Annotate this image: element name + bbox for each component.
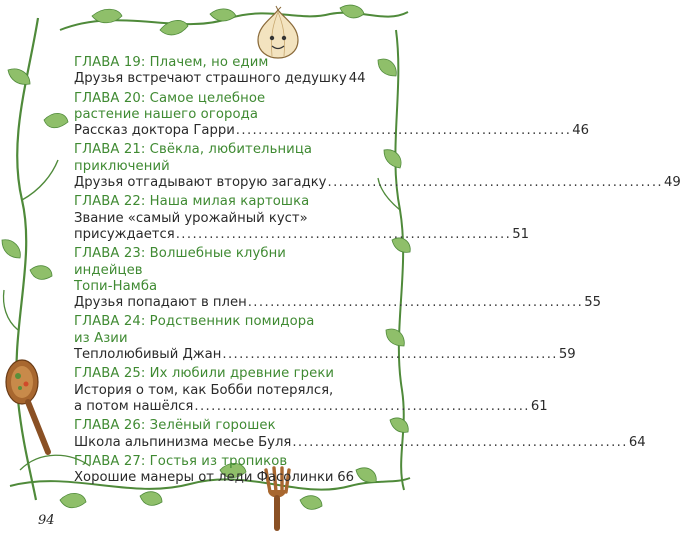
chapter-description: Школа альпинизма месье Буля [74,434,292,450]
toc-entry[interactable] [74,194,529,243]
chapter-title: Топи-Намба [74,278,158,294]
chapter-description: Друзья отгадывают вторую загадку [74,175,327,191]
dot-leader: ............................................................ [222,347,558,363]
chapter-title: ГЛАВА 24: Родственник помидора [74,314,315,330]
dot-leader: ............................................................ [175,226,512,242]
toc-line [74,226,529,243]
page-ref: 46 [572,123,590,139]
toc-entry[interactable] [74,142,681,191]
chapter-description: Теплолюбивый Джан [74,347,222,363]
dot-leader: ............................................................ [327,175,664,191]
chapter-title: приключений [74,158,170,174]
page-number: 94 [38,513,55,528]
chapter-description: Рассказ доктора Гарри [74,123,235,139]
page-ref: 59 [558,347,576,363]
page-ref: 66 [337,470,354,486]
chapter-description: присуждается [74,226,175,242]
page-ref: 55 [584,295,602,311]
chapter-description: Друзья встречают страшного дедушку [74,71,347,87]
toc-line [74,175,681,191]
chapter-title: ГЛАВА 19: Плачем, но едим [74,55,269,70]
toc-line [74,123,590,139]
toc-entry[interactable] [74,55,366,88]
toc-entry[interactable] [74,246,602,311]
toc-entry[interactable] [74,418,646,451]
table-of-contents [74,55,681,486]
chapter-description: Друзья попадают в плен [74,295,247,311]
dot-leader: ............................................................ [194,398,530,414]
chapter-title: ГЛАВА 22: Наша милая картошка [74,194,310,210]
toc-line [74,71,366,87]
chapter-title: из Азии [74,330,128,346]
chapter-title: ГЛАВА 20: Самое целебное [74,90,266,106]
chapter-title: ГЛАВА 23: Волшебные клубни индейцев [74,246,286,278]
page-ref: 51 [512,226,529,242]
chapter-title: ГЛАВА 25: Их любили древние греки [74,366,335,382]
chapter-description: Звание «самый урожайный куст» [74,210,308,226]
page-ref: 61 [530,398,548,414]
onion-character-icon [248,6,308,62]
chapter-title: растение нашего огорода [74,106,259,122]
chapter-title: ГЛАВА 27: Гостья из тропиков [74,453,288,469]
toc-entry[interactable] [74,90,590,140]
wooden-spoon-icon [0,356,58,456]
toc-line [74,434,646,451]
chapter-description: а потом нашёлся [74,398,194,414]
dot-leader [335,470,337,486]
dot-leader: ............................................................ [292,434,628,450]
toc-entry[interactable] [74,366,548,415]
page-ref: 49 [664,175,681,191]
toc-line [74,398,548,415]
toc-entry[interactable] [74,454,354,487]
page-ref: 44 [348,71,366,87]
chapter-description: История о том, как Бобби потерялся, [74,382,334,398]
toc-entry[interactable] [74,314,576,363]
chapter-title: ГЛАВА 21: Свёкла, любительница [74,142,313,158]
chapter-description: Хорошие манеры от леди Фасолинки [74,470,334,486]
toc-line [74,295,602,311]
dot-leader: ............................................................ [235,123,572,139]
page-ref: 64 [628,434,646,450]
toc-line [74,347,576,363]
chapter-title: ГЛАВА 26: Зелёный горошек [74,418,276,434]
toc-line [74,470,354,486]
dot-leader: ............................................................ [247,295,584,311]
